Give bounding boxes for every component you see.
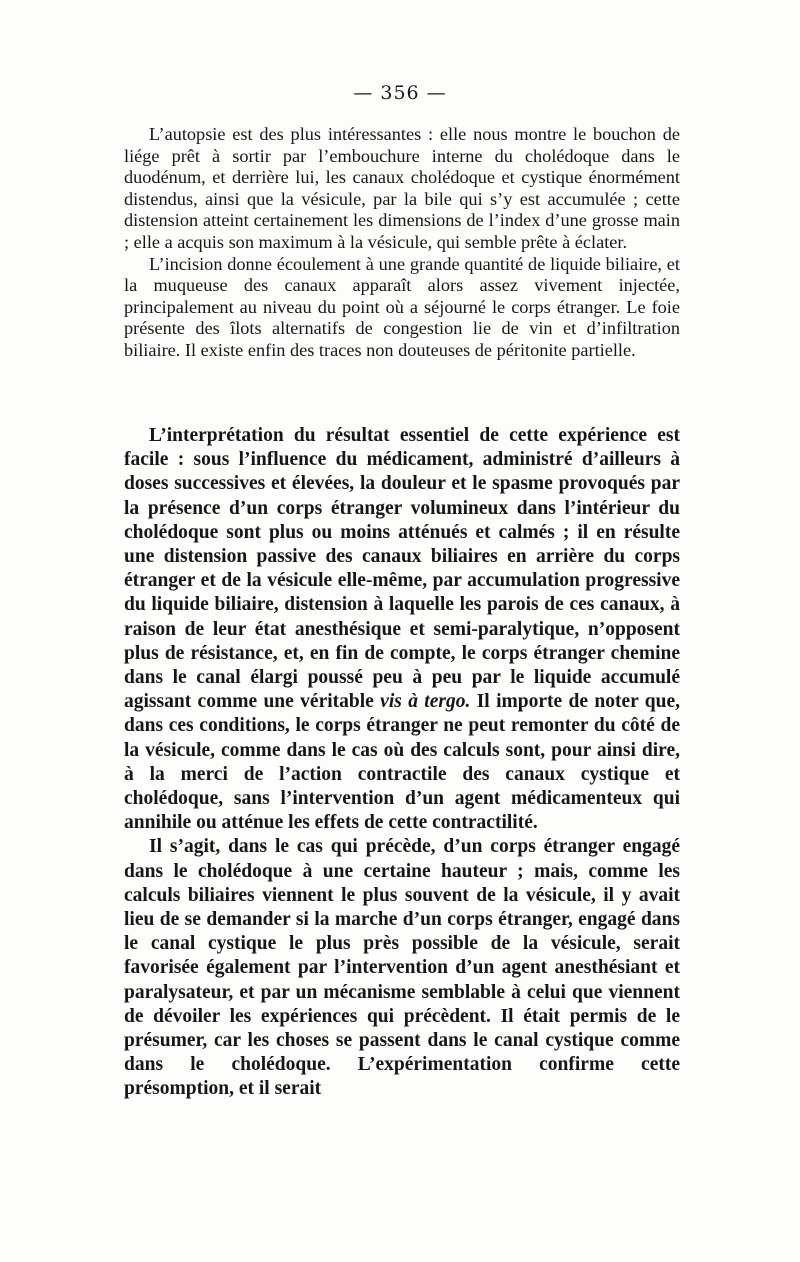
- paragraph-incision: L’incision donne écoulement à une grande quantité de liquide biliaire, et la muqueuse des canaux apparaît alors assez vivement injectée, principalement au niveau du point où a séjourné le corps étranger. Le foie présente des îlots alternatifs de congestion lie de vin et d’infiltration biliaire. Il existe enfin des traces non douteuses de péritonite partielle.: [124, 253, 680, 360]
- paragraph-autopsy: L’autopsie est des plus intéressantes : elle nous montre le bouchon de liége prêt à sortir par l’embouchure interne du cholédoque dans le duodénum, et derrière lui, les canaux cholédoque et cystique énormément distendus, ainsi que la vésicule, par la bile qui s’y est accumulée ; cette distension atteint certainement les dimensions de l’index d’une grosse main ; elle a acquis son maximum à la vésicule, qui semble prête à éclater.: [124, 124, 680, 252]
- paragraph-interpretation: [124, 424, 680, 835]
- text-block-top: [124, 124, 680, 362]
- page-number: — 356 —: [353, 82, 447, 104]
- interpretation-latin-phrase: vis à tergo.: [380, 691, 471, 713]
- text-block-bottom: [124, 424, 680, 1102]
- interpretation-text-start: L’interprétation du résultat essentiel de cette expérience est facile : sous l’influence du médicament, administré d’ailleurs à doses successives et élevées, la douleur et le spasme provoqués par la présence d’un corps étranger volumineux dans l’intérieur du cholédoque sont plus ou moins atténués et calmés ; il en résulte une distension passive des canaux biliaires en arrière du corps étranger et de la vésicule elle-même, par accumulation progressive du liquide biliaire, distension à laquelle les parois de ces canaux, à raison de leur état anesthésique et semi-paralytique, n’opposent plus de résistance, et, en fin de compte, le corps étranger chemine dans le canal élargi poussé peu à peu par le liquide accumulé agissant comme une véritable: [124, 425, 680, 713]
- interpretation-text-end: Il importe de noter que, dans ces conditions, le corps étranger ne peut remonter du côté de la vésicule, comme dans le cas où des calculs sont, pour ainsi dire, à la merci de l’action contractile des canaux cystique et cholédoque, sans l’intervention d’un agent médicamenteux qui annihile ou atténue les effets de cette contractilité.: [124, 691, 681, 834]
- paragraph-cystic-canal: Il s’agit, dans le cas qui précède, d’un corps étranger engagé dans le cholédoque à une certaine hauteur ; mais, comme les calculs biliaires viennent le plus souvent de la vésicule, il y avait lieu de se demander si la marche d’un corps étranger, engagé dans le canal cystique le plus près possible de la vésicule, serait favorisée également par l’intervention d’un agent anesthésiant et paralysateur, et par un mécanisme semblable à celui que viennent de dévoiler les expériences qui précèdent. Il était permis de le présumer, car les choses se passent dans le canal cystique comme dans le cholédoque. L’expérimentation confirme cette présomption, et il serait: [124, 836, 680, 1100]
